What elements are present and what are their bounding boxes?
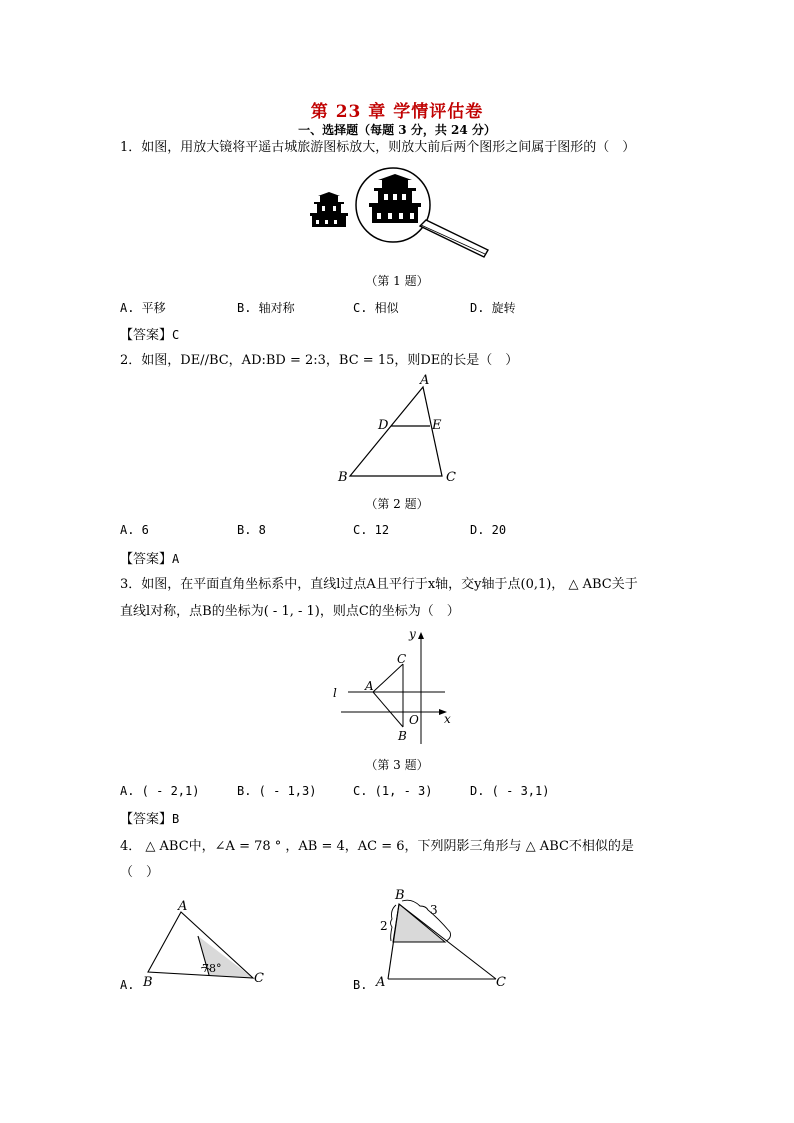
label-a: A: [420, 373, 430, 388]
label-a: A: [376, 975, 386, 990]
q1-figure: [300, 162, 500, 268]
q2-answer: [120, 550, 179, 569]
q4-figure-a: [138, 898, 273, 993]
q3-option-b: B. ( - 1,3): [237, 784, 317, 798]
q2-stem: 2．如图，DE//BC，AD:BD = 2:3，BC = 15，则DE的长是（ ）: [120, 353, 519, 368]
q1-stem: 1．如图，用放大镜将平遥古城旅游图标放大，则放大前后两个图形之间属于图形的（ ）: [120, 140, 636, 155]
q1-answer-value: C: [172, 328, 180, 342]
q2-option-a: A. 6: [120, 523, 149, 537]
pingyao-small-icon: [310, 192, 348, 227]
q1-option-b: B. 轴对称: [237, 301, 295, 315]
label-a: A: [365, 679, 374, 693]
length-2: 2: [380, 919, 388, 933]
magnifier-icon: [356, 168, 488, 257]
q3-stem-line2: 直线l对称，点B的坐标为( - 1, - 1)，则点C的坐标为（ ）: [120, 604, 460, 619]
label-o: O: [409, 713, 419, 727]
q2-caption: （第 2 题）: [365, 497, 429, 511]
q2-option-c: C. 12: [353, 523, 390, 537]
angle-label: 78°: [202, 962, 222, 975]
q4-stem-line2: （ ）: [120, 865, 160, 880]
q3-stem-line1: 3．如图，在平面直角坐标系中，直线l过点A且平行于x轴，交y轴于点(0,1)， △ ABC关于: [120, 577, 638, 592]
q3-figure: [325, 626, 465, 746]
q3-answer: [120, 810, 179, 829]
label-a: A: [178, 899, 188, 914]
label-y: y: [409, 627, 416, 641]
label-e: E: [432, 418, 442, 433]
label-b: B: [398, 729, 407, 743]
section-heading: 一、选择题（每题 3 分，共 24 分）: [298, 123, 496, 137]
answer-prefix: 【答案】: [120, 812, 173, 827]
q1-caption: （第 1 题）: [365, 274, 429, 288]
q2-option-b: B. 8: [237, 523, 266, 537]
label-b: B: [143, 975, 153, 990]
label-x: x: [444, 712, 451, 726]
label-b: B: [395, 888, 405, 903]
answer-prefix: 【答案】: [120, 328, 173, 343]
q2-figure: [330, 372, 470, 490]
q2-answer-value: A: [172, 552, 180, 566]
label-c: C: [496, 975, 506, 990]
label-l: l: [333, 686, 337, 700]
label-c: C: [254, 971, 264, 986]
q1-option-c: C. 相似: [353, 301, 399, 315]
q3-option-d: D. ( - 3,1): [470, 784, 550, 798]
answer-prefix: 【答案】: [120, 552, 173, 567]
label-c: C: [446, 470, 456, 485]
label-c: C: [397, 652, 407, 666]
q4-option-a-label: A.: [120, 978, 135, 992]
q4-figure-b: [372, 886, 517, 991]
q1-answer: [120, 326, 179, 345]
label-d: D: [378, 418, 389, 433]
q1-option-a: A. 平移: [120, 301, 166, 315]
label-b: B: [338, 470, 348, 485]
q1-option-d: D. 旋转: [470, 301, 516, 315]
length-3: 3: [430, 903, 438, 917]
q3-option-c: C. (1, - 3): [353, 784, 433, 798]
q3-answer-value: B: [172, 812, 180, 826]
q4-stem: 4． △ ABC中，∠A = 78 ° ，AB = 4，AC = 6，下列阴影三角形与 △ ABC不相似的是: [120, 839, 634, 854]
q3-caption: （第 3 题）: [365, 758, 429, 772]
q2-option-d: D. 20: [470, 523, 507, 537]
page-title: 第 23 章 学情评估卷: [310, 102, 484, 122]
q4-option-b-label: B.: [353, 978, 368, 992]
q3-option-a: A. ( - 2,1): [120, 784, 200, 798]
